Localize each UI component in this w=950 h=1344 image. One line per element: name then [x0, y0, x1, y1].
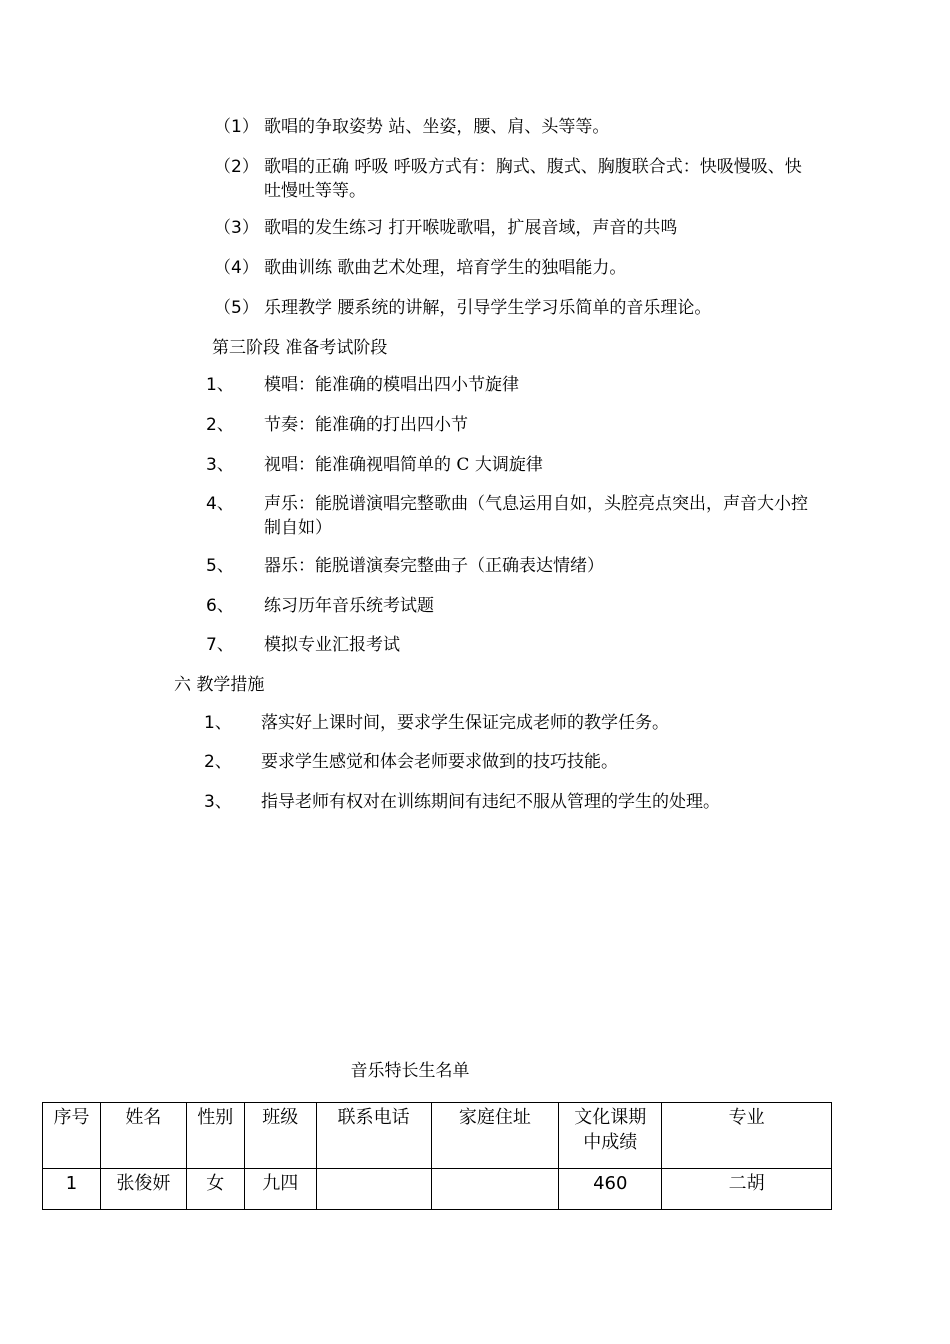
list-number: （4） — [214, 258, 259, 278]
list-item-text: 指导老师有权对在训练期间有违纪不服从管理的学生的处理。 — [261, 792, 720, 812]
column-header: 姓名 — [100, 1103, 186, 1169]
table-cell: 1 — [43, 1169, 101, 1210]
list-item-text: 要求学生感觉和体会老师要求做到的技巧技能。 — [261, 752, 618, 772]
list-number: 7、 — [206, 635, 234, 655]
column-header: 序号 — [43, 1103, 101, 1169]
list-number: 4、 — [206, 494, 234, 514]
table-cell: 九四 — [244, 1169, 316, 1210]
list-number: 5、 — [206, 556, 234, 576]
list-item-text: 歌唱的正确 呼吸 呼吸方式有：胸式、腹式、胸腹联合式：快吸慢吸、快吐慢吐等等。 — [264, 157, 802, 201]
list-number: 1、 — [206, 375, 234, 395]
column-header: 联系电话 — [316, 1103, 431, 1169]
stage-heading: 第三阶段 准备考试阶段 — [212, 338, 388, 358]
list-item-text: 视唱：能准确视唱简单的 C 大调旋律 — [264, 455, 543, 475]
list-number: 1、 — [204, 713, 232, 733]
list-item-text: 乐理教学 腰系统的讲解，引导学生学习乐简单的音乐理论。 — [264, 298, 712, 318]
list-item-text: 器乐：能脱谱演奏完整曲子（正确表达情绪） — [264, 556, 604, 576]
list-item-text: 节奏：能准确的打出四小节 — [264, 415, 468, 435]
list-number: 6、 — [206, 596, 234, 616]
list-number: 3、 — [206, 455, 234, 475]
list-number: 2、 — [206, 415, 234, 435]
column-header: 班级 — [244, 1103, 316, 1169]
table-row — [43, 1169, 832, 1210]
list-item-text: 模拟专业汇报考试 — [264, 635, 400, 655]
list-item-text: 歌唱的争取姿势 站、坐姿，腰、肩、头等等。 — [264, 117, 610, 137]
table-header-row — [43, 1103, 832, 1169]
list-number: （2） — [214, 157, 259, 177]
section-heading: 六 教学措施 — [174, 675, 265, 695]
column-header: 性别 — [186, 1103, 244, 1169]
list-item-text: 模唱：能准确的模唱出四小节旋律 — [264, 375, 519, 395]
list-item-text: 声乐：能脱谱演唱完整歌曲（气息运用自如，头腔亮点突出，声音大小控制自如） — [264, 494, 808, 538]
list-number: （1） — [214, 117, 259, 137]
list-number: 3、 — [204, 792, 232, 812]
table-cell — [431, 1169, 559, 1210]
list-number: （3） — [214, 218, 259, 238]
table-cell: 二胡 — [662, 1169, 832, 1210]
list-item-text: 落实好上课时间，要求学生保证完成老师的教学任务。 — [261, 713, 669, 733]
student-roster-table — [42, 1102, 832, 1210]
list-number: 2、 — [204, 752, 232, 772]
table-cell — [316, 1169, 431, 1210]
table-cell: 460 — [559, 1169, 662, 1210]
column-header: 文化课期中成绩 — [559, 1103, 662, 1169]
list-item-text: 歌唱的发生练习 打开喉咙歌唱，扩展音域，声音的共鸣 — [264, 218, 678, 238]
column-header: 家庭住址 — [431, 1103, 559, 1169]
list-item-text: 练习历年音乐统考试题 — [264, 596, 434, 616]
table-title: 音乐特长生名单 — [350, 1061, 470, 1081]
list-number: （5） — [214, 298, 259, 318]
table-cell: 张俊妍 — [100, 1169, 186, 1210]
list-item-text: 歌曲训练 歌曲艺术处理，培育学生的独唱能力。 — [264, 258, 627, 278]
table-cell: 女 — [186, 1169, 244, 1210]
column-header: 专业 — [662, 1103, 832, 1169]
